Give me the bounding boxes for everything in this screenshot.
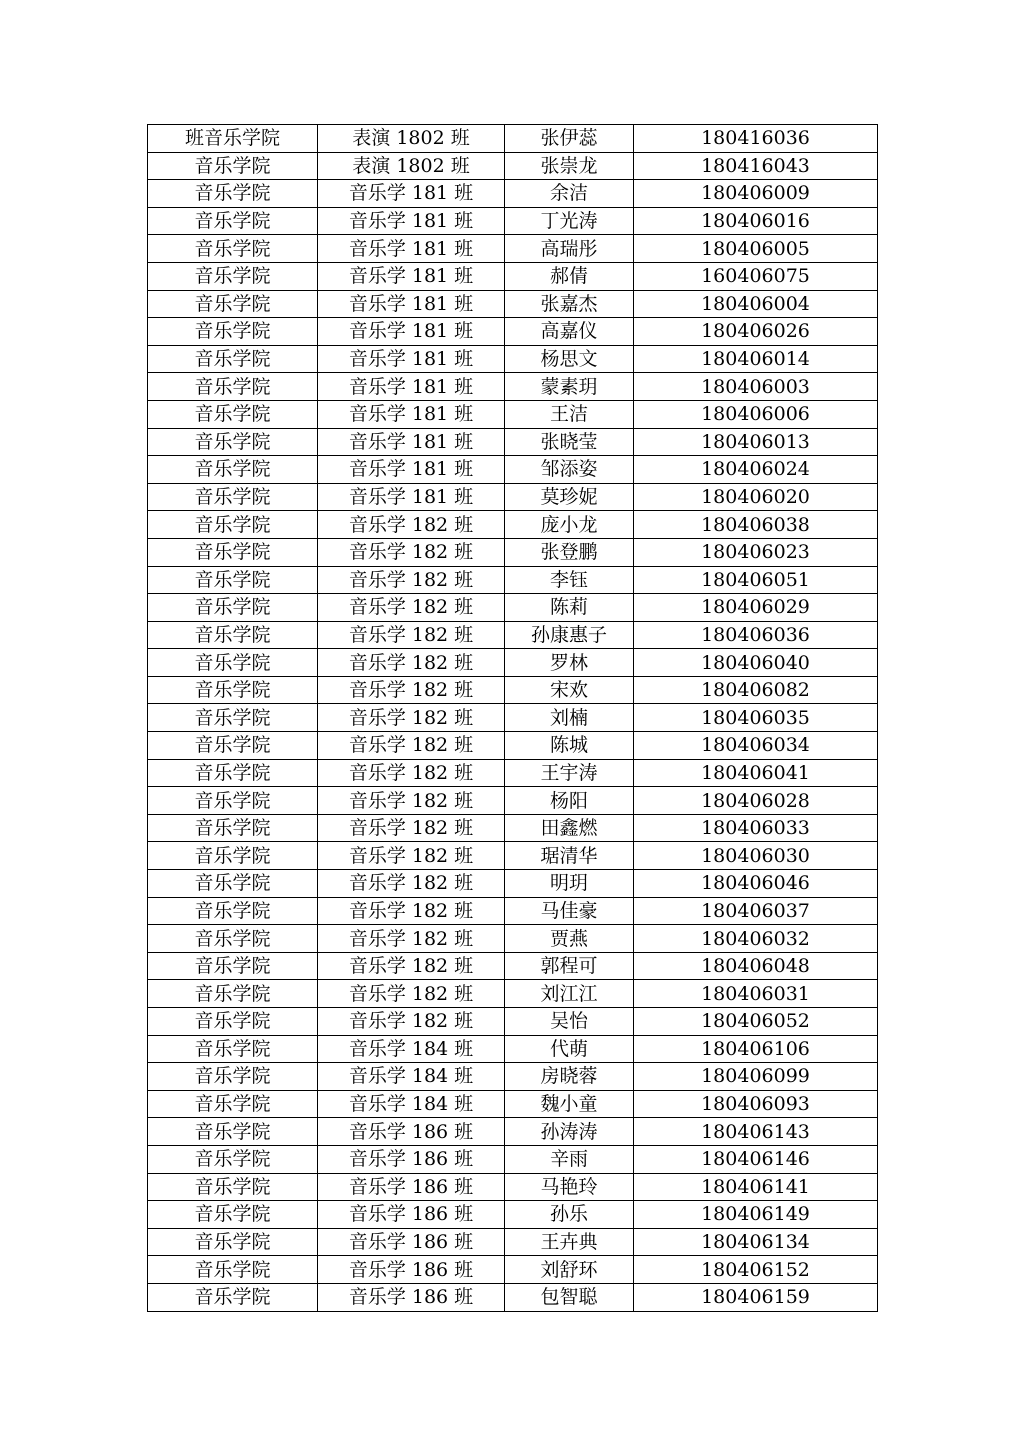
college-cell: 音乐学院 [148,207,318,235]
table-row [148,649,878,677]
class-cell: 音乐学 182 班 [318,1008,505,1036]
table-row [148,262,878,290]
student-id-cell: 180406009 [634,180,878,208]
student-id-cell: 180406016 [634,207,878,235]
student-name-cell: 马佳豪 [505,897,634,925]
class-cell: 表演 1802 班 [318,152,505,180]
student-name-cell: 莫珍妮 [505,483,634,511]
student-name-cell: 刘舒环 [505,1256,634,1284]
student-name-cell: 邹添姿 [505,456,634,484]
college-cell: 音乐学院 [148,1063,318,1091]
student-id-cell: 180406093 [634,1090,878,1118]
table-row [148,1090,878,1118]
table-row [148,152,878,180]
class-cell: 音乐学 182 班 [318,538,505,566]
student-name-cell: 王宇涛 [505,759,634,787]
student-name-cell: 陈城 [505,732,634,760]
class-cell: 音乐学 186 班 [318,1283,505,1311]
student-name-cell: 吴怡 [505,1008,634,1036]
college-cell: 音乐学院 [148,483,318,511]
college-cell: 音乐学院 [148,649,318,677]
student-name-cell: 张晓莹 [505,428,634,456]
student-id-cell: 180406031 [634,980,878,1008]
college-cell: 音乐学院 [148,1008,318,1036]
class-cell: 音乐学 182 班 [318,732,505,760]
class-cell: 音乐学 184 班 [318,1035,505,1063]
student-name-cell: 罗林 [505,649,634,677]
student-id-cell: 180406038 [634,511,878,539]
college-cell: 音乐学院 [148,925,318,953]
table-row [148,732,878,760]
student-name-cell: 郝倩 [505,262,634,290]
student-id-cell: 180406051 [634,566,878,594]
class-cell: 音乐学 186 班 [318,1118,505,1146]
college-cell: 音乐学院 [148,1145,318,1173]
student-id-cell: 180406014 [634,345,878,373]
class-cell: 音乐学 182 班 [318,897,505,925]
college-cell: 音乐学院 [148,1201,318,1229]
college-cell: 音乐学院 [148,759,318,787]
table-row [148,1035,878,1063]
college-cell: 音乐学院 [148,732,318,760]
table-row [148,814,878,842]
student-name-cell: 高瑞彤 [505,235,634,263]
student-id-cell: 160406075 [634,262,878,290]
college-cell: 音乐学院 [148,870,318,898]
college-cell: 音乐学院 [148,400,318,428]
student-name-cell: 王洁 [505,400,634,428]
student-id-cell: 180406149 [634,1201,878,1229]
student-name-cell: 庞小龙 [505,511,634,539]
table-row [148,952,878,980]
college-cell: 音乐学院 [148,318,318,346]
student-id-cell: 180406006 [634,400,878,428]
student-id-cell: 180406028 [634,787,878,815]
college-cell: 音乐学院 [148,1035,318,1063]
student-name-cell: 陈莉 [505,594,634,622]
student-name-cell: 王卉典 [505,1228,634,1256]
college-cell: 音乐学院 [148,180,318,208]
class-cell: 音乐学 181 班 [318,262,505,290]
class-cell: 音乐学 181 班 [318,345,505,373]
table-row [148,1283,878,1311]
student-name-cell: 包智聪 [505,1283,634,1311]
student-id-cell: 180406146 [634,1145,878,1173]
student-name-cell: 刘江江 [505,980,634,1008]
table-row [148,759,878,787]
student-id-cell: 180406037 [634,897,878,925]
class-cell: 音乐学 181 班 [318,180,505,208]
table-row [148,290,878,318]
class-cell: 音乐学 182 班 [318,814,505,842]
student-id-cell: 180406032 [634,925,878,953]
student-id-cell: 180406106 [634,1035,878,1063]
student-name-cell: 宋欢 [505,676,634,704]
student-id-cell: 180406040 [634,649,878,677]
table-row [148,345,878,373]
student-name-cell: 代萌 [505,1035,634,1063]
student-id-cell: 180406033 [634,814,878,842]
class-cell: 音乐学 181 班 [318,207,505,235]
college-cell: 音乐学院 [148,235,318,263]
college-cell: 音乐学院 [148,566,318,594]
student-id-cell: 180406046 [634,870,878,898]
table-row [148,1173,878,1201]
student-name-cell: 蒙素玥 [505,373,634,401]
student-name-cell: 余洁 [505,180,634,208]
table-row [148,483,878,511]
student-id-cell: 180406024 [634,456,878,484]
table-row [148,125,878,153]
table-row [148,787,878,815]
class-cell: 音乐学 186 班 [318,1145,505,1173]
class-cell: 音乐学 186 班 [318,1228,505,1256]
class-cell: 音乐学 181 班 [318,373,505,401]
student-name-cell: 李钰 [505,566,634,594]
table-row [148,621,878,649]
table-row [148,318,878,346]
student-name-cell: 张伊蕊 [505,125,634,153]
class-cell: 音乐学 181 班 [318,400,505,428]
student-id-cell: 180406082 [634,676,878,704]
student-id-cell: 180406003 [634,373,878,401]
student-id-cell: 180406152 [634,1256,878,1284]
class-cell: 音乐学 182 班 [318,870,505,898]
college-cell: 音乐学院 [148,621,318,649]
student-name-cell: 丁光涛 [505,207,634,235]
college-cell: 音乐学院 [148,1283,318,1311]
student-name-cell: 张嘉杰 [505,290,634,318]
college-cell: 音乐学院 [148,676,318,704]
class-cell: 音乐学 182 班 [318,925,505,953]
class-cell: 音乐学 182 班 [318,704,505,732]
class-cell: 音乐学 184 班 [318,1090,505,1118]
student-id-cell: 180406020 [634,483,878,511]
student-name-cell: 孙涛涛 [505,1118,634,1146]
table-row [148,897,878,925]
student-id-cell: 180406030 [634,842,878,870]
table-row [148,456,878,484]
class-cell: 音乐学 181 班 [318,318,505,346]
college-cell: 音乐学院 [148,511,318,539]
college-cell: 音乐学院 [148,814,318,842]
student-name-cell: 房晓蓉 [505,1063,634,1091]
college-cell: 音乐学院 [148,842,318,870]
student-name-cell: 田鑫燃 [505,814,634,842]
student-name-cell: 贾燕 [505,925,634,953]
class-cell: 音乐学 186 班 [318,1256,505,1284]
college-cell: 音乐学院 [148,1118,318,1146]
college-cell: 音乐学院 [148,1090,318,1118]
college-cell: 音乐学院 [148,290,318,318]
table-row [148,1008,878,1036]
table-row [148,1118,878,1146]
student-id-cell: 180406052 [634,1008,878,1036]
college-cell: 音乐学院 [148,262,318,290]
class-cell: 音乐学 182 班 [318,621,505,649]
class-cell: 音乐学 182 班 [318,566,505,594]
table-row [148,980,878,1008]
student-id-cell: 180416036 [634,125,878,153]
college-cell: 音乐学院 [148,980,318,1008]
student-id-cell: 180406048 [634,952,878,980]
student-id-cell: 180406005 [634,235,878,263]
roster-table-body [148,125,878,1312]
table-row [148,235,878,263]
class-cell: 音乐学 182 班 [318,980,505,1008]
college-cell: 音乐学院 [148,538,318,566]
class-cell: 音乐学 181 班 [318,428,505,456]
table-row [148,870,878,898]
student-id-cell: 180406013 [634,428,878,456]
table-row [148,428,878,456]
table-row [148,566,878,594]
college-cell: 音乐学院 [148,897,318,925]
college-cell: 音乐学院 [148,1256,318,1284]
class-cell: 音乐学 186 班 [318,1173,505,1201]
table-row [148,1256,878,1284]
table-row [148,842,878,870]
student-id-cell: 180406143 [634,1118,878,1146]
student-name-cell: 高嘉仪 [505,318,634,346]
table-row [148,704,878,732]
college-cell: 音乐学院 [148,456,318,484]
student-name-cell: 张崇龙 [505,152,634,180]
table-row [148,1145,878,1173]
table-row [148,538,878,566]
student-name-cell: 孙乐 [505,1201,634,1229]
college-cell: 音乐学院 [148,1228,318,1256]
class-cell: 音乐学 182 班 [318,759,505,787]
student-name-cell: 辛雨 [505,1145,634,1173]
student-id-cell: 180406029 [634,594,878,622]
student-name-cell: 杨思文 [505,345,634,373]
student-id-cell: 180416043 [634,152,878,180]
table-row [148,925,878,953]
class-cell: 音乐学 181 班 [318,290,505,318]
class-cell: 音乐学 182 班 [318,842,505,870]
college-cell: 音乐学院 [148,1173,318,1201]
table-row [148,511,878,539]
student-name-cell: 琚清华 [505,842,634,870]
class-cell: 音乐学 181 班 [318,456,505,484]
class-cell: 音乐学 181 班 [318,235,505,263]
class-cell: 音乐学 181 班 [318,483,505,511]
student-id-cell: 180406023 [634,538,878,566]
class-cell: 音乐学 184 班 [318,1063,505,1091]
college-cell: 班音乐学院 [148,125,318,153]
college-cell: 音乐学院 [148,704,318,732]
class-cell: 音乐学 182 班 [318,594,505,622]
class-cell: 音乐学 182 班 [318,952,505,980]
student-name-cell: 孙康惠子 [505,621,634,649]
college-cell: 音乐学院 [148,152,318,180]
table-row [148,1228,878,1256]
student-id-cell: 180406035 [634,704,878,732]
class-cell: 音乐学 182 班 [318,676,505,704]
student-roster-table [147,124,878,1312]
class-cell: 音乐学 182 班 [318,787,505,815]
student-id-cell: 180406041 [634,759,878,787]
table-row [148,1201,878,1229]
table-row [148,373,878,401]
student-name-cell: 杨阳 [505,787,634,815]
table-row [148,180,878,208]
student-name-cell: 张登鹏 [505,538,634,566]
student-name-cell: 明玥 [505,870,634,898]
table-row [148,1063,878,1091]
student-id-cell: 180406036 [634,621,878,649]
student-id-cell: 180406134 [634,1228,878,1256]
college-cell: 音乐学院 [148,787,318,815]
student-id-cell: 180406141 [634,1173,878,1201]
college-cell: 音乐学院 [148,345,318,373]
class-cell: 音乐学 186 班 [318,1201,505,1229]
table-row [148,594,878,622]
college-cell: 音乐学院 [148,594,318,622]
student-name-cell: 马艳玲 [505,1173,634,1201]
student-id-cell: 180406159 [634,1283,878,1311]
student-id-cell: 180406026 [634,318,878,346]
table-row [148,676,878,704]
student-id-cell: 180406004 [634,290,878,318]
student-id-cell: 180406099 [634,1063,878,1091]
college-cell: 音乐学院 [148,428,318,456]
class-cell: 表演 1802 班 [318,125,505,153]
class-cell: 音乐学 182 班 [318,511,505,539]
class-cell: 音乐学 182 班 [318,649,505,677]
college-cell: 音乐学院 [148,373,318,401]
college-cell: 音乐学院 [148,952,318,980]
student-id-cell: 180406034 [634,732,878,760]
table-row [148,400,878,428]
student-name-cell: 刘楠 [505,704,634,732]
table-row [148,207,878,235]
student-name-cell: 魏小童 [505,1090,634,1118]
student-name-cell: 郭程可 [505,952,634,980]
